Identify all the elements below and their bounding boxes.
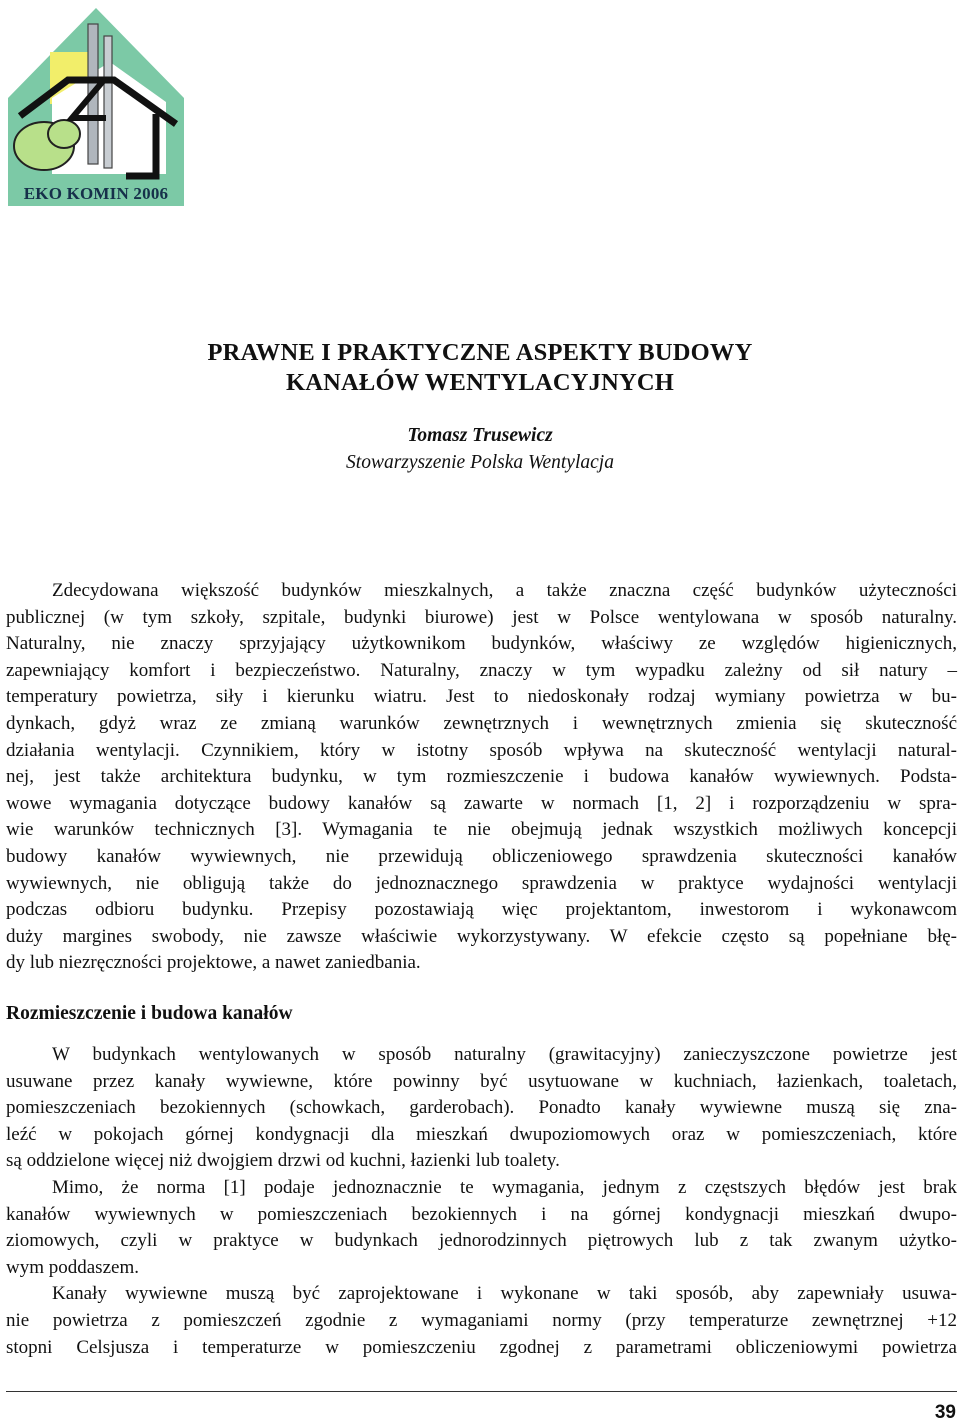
house-chimney-logo-icon <box>6 6 186 210</box>
section-paragraphs <box>6 1042 957 1361</box>
author-name: Tomasz Trusewicz <box>407 425 553 446</box>
text-line: kanałów wywiewnych w pomieszczeniach bezokiennych i na górnej kondygnacji mieszkań dwupo- <box>6 1203 957 1225</box>
text-line: duży margines swobody, nie zawsze właściwie wykorzystywany. W efekcie często są popełniane błę- <box>6 925 957 947</box>
eko-komin-logo <box>6 6 186 210</box>
text-line: dy lub niezręczności projektowe, a nawet zaniedbania. <box>6 952 421 974</box>
author-affiliation: Stowarzyszenie Polska Wentylacja <box>346 452 614 473</box>
text-line: ziomowych, czyli w praktyce w budynkach jednorodzinnych piętrowych lub z tak zwanym użytko- <box>6 1230 957 1252</box>
text-line: wie warunków technicznych [3]. Wymagania te nie obejmują jednak wszystkich możliwych koncepcji <box>6 819 957 841</box>
text-line: budowy kanałów wywiewnych, nie przewidują obliczeniowego sprawdzenia skuteczności kanałów <box>6 845 957 867</box>
text-line: Kanały wywiewne muszą być zaprojektowane i wykonane w taki sposób, aby zapewniały usuwa- <box>52 1283 957 1305</box>
text-line: wym poddaszem. <box>6 1256 139 1278</box>
text-line: dynkach, gdyż wraz ze zmianą warunków zewnętrznych i wewnętrznych zmienia się skuteczność <box>6 712 957 734</box>
text-line: pomieszczeniach bezokiennych (schowkach, garderobach). Ponadto kanały wywiewne muszą się zna- <box>6 1097 957 1119</box>
text-line: działania wentylacji. Czynnikiem, który w istotny sposób wpływa na skuteczność wentylacji natural- <box>6 739 957 761</box>
text-line: nej, jest także architektura budynku, w tym rozmieszczenie i budowa kanałów wywiewnych. Podsta- <box>6 766 957 788</box>
text-line: wywiewnych, nie obligują także do jednoznacznego sprawdzenia w praktyce wydajności wentylacji <box>6 872 957 894</box>
logo-text: EKO KOMIN 2006 <box>23 184 169 203</box>
text-line: Zdecydowana większość budynków mieszkalnych, a także znaczna część budynków użyteczności <box>52 580 957 601</box>
text-line: stopni Celsjusza i temperaturze w pomieszczeniu zgodnej z parametrami obliczeniowymi powietrza <box>6 1336 957 1358</box>
text-line: Mimo, że norma [1] podaje jednoznacznie te wymagania, jednym z częstszych błędów jest brak <box>52 1176 957 1198</box>
section-heading: Rozmieszczenie i budowa kanałów <box>6 1003 293 1024</box>
text-line: temperatury powietrza, siły i kierunku wiatru. Jest to niedoskonały rodzaj wymiany powietrza w bu- <box>6 686 957 708</box>
text-line: leźć w pokojach górnej kondygnacji dla mieszkań dwupoziomowych oraz w pomieszczeniach, które <box>6 1123 957 1145</box>
page-number: 39 <box>934 1402 956 1423</box>
paper-title <box>0 338 960 398</box>
text-line: Naturalny, nie znaczy sprzyjający użytkownikom budynków, właściwy ze względów higienicznych, <box>6 633 957 655</box>
text-line: zapewniający komfort i bezpieczeństwo. Naturalny, znaczy w tym wypadku zależny od sił natury – <box>6 659 957 681</box>
footer-rule <box>6 1391 957 1392</box>
text-line: nie powietrza z pomieszczeń zgodnie z wymaganiami normy (przy temperaturze zewnętrznej +12 <box>6 1309 957 1331</box>
title-line-1: PRAWNE I PRAKTYCZNE ASPEKTY BUDOWY <box>207 339 753 366</box>
text-line: W budynkach wentylowanych w sposób naturalny (grawitacyjny) zanieczyszczone powietrze jest <box>52 1044 957 1065</box>
text-line: wowe wymagania dotyczące budowy kanałów są zawarte w normach [1, 2] i rozporządzeniu w spra- <box>6 792 957 814</box>
text-line: usuwane przez kanały wywiewne, które powinny być usytuowane w kuchniach, łazienkach, toaletach, <box>6 1070 957 1092</box>
title-line-2: KANAŁÓW WENTYLACYJNYCH <box>285 369 675 396</box>
text-line: są oddzielone więcej niż dwojgiem drzwi od kuchni, łazienki lub toalety. <box>6 1150 560 1172</box>
text-line: publicznej (w tym szkoły, szpitale, budynki biurowe) jest w Polsce wentylowana w sposób naturalny. <box>6 606 957 628</box>
text-line: podczas odbioru budynku. Przepisy pozostawiają więc projektantom, inwestorom i wykonawcom <box>6 899 957 921</box>
intro-paragraph <box>6 578 957 977</box>
